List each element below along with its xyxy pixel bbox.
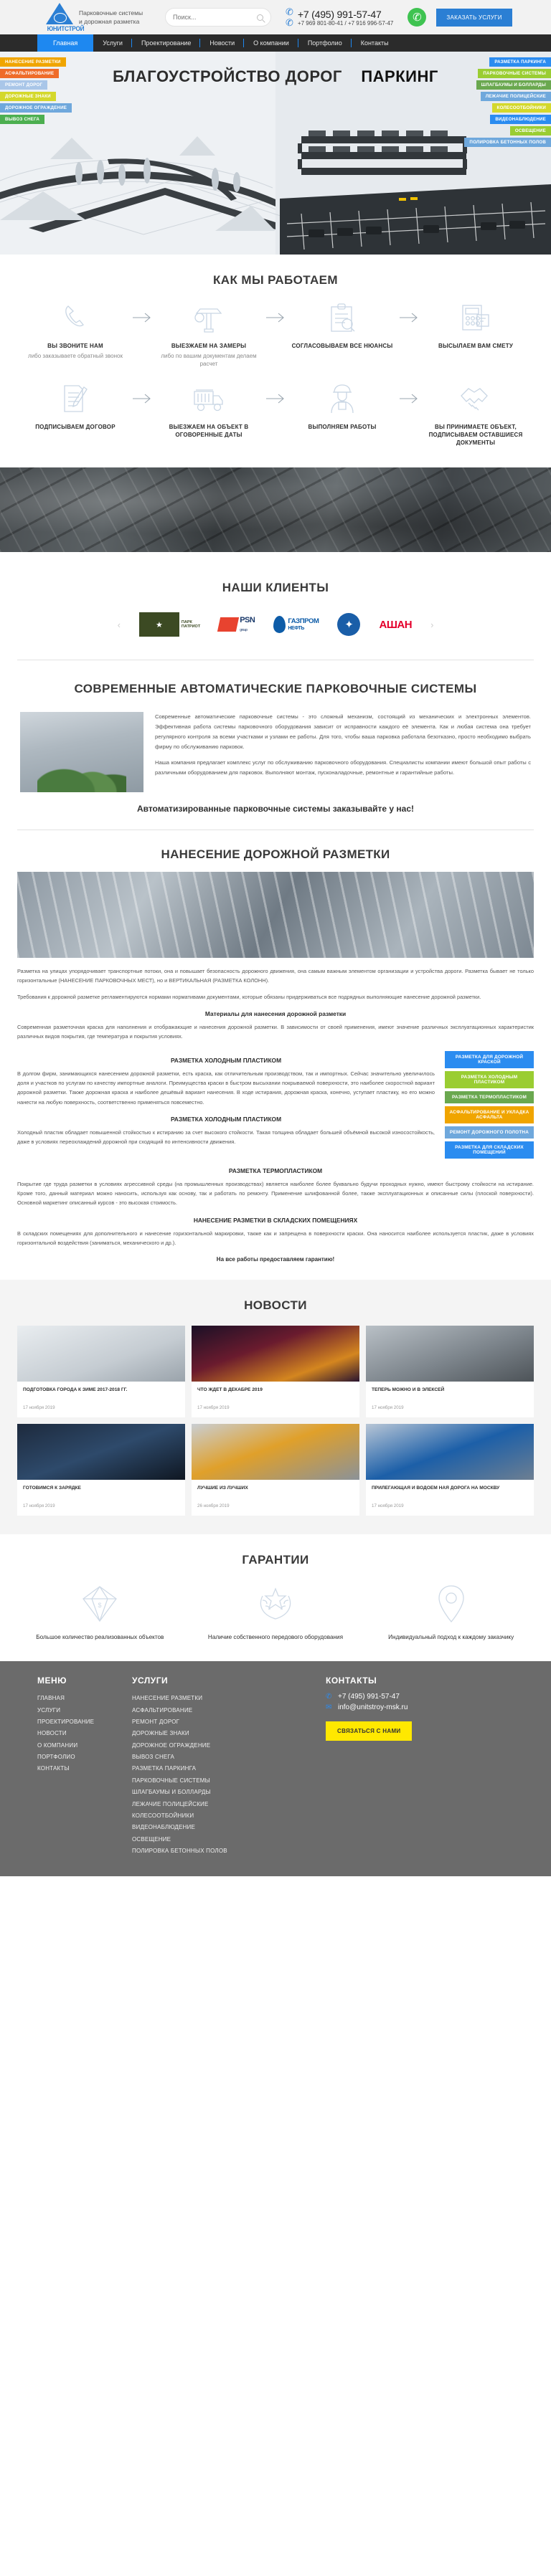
news-card-title[interactable]: ЛУЧШИЕ ИЗ ЛУЧШИХ	[197, 1486, 248, 1491]
news-grid	[0, 1326, 551, 1516]
how-we-work-row-1	[0, 300, 551, 369]
footer-menu-link-6[interactable]: КОНТАКТЫ	[37, 1765, 70, 1772]
footer-phone-line[interactable]	[326, 1693, 534, 1701]
footer-service-link-10[interactable]: КОЛЕСООТБОЙНИКИ	[132, 1812, 194, 1820]
logo-wordmark: ЮНИТСТРОЙ	[47, 25, 85, 32]
news-card-date: 26 ноября 2019	[197, 1503, 230, 1509]
how-we-work-section	[0, 255, 551, 449]
handshake-icon	[422, 381, 529, 416]
news-card-title[interactable]: ЧТО ЖДЕТ В ДЕКАБРЕ 2019	[197, 1387, 263, 1393]
client-logo: АШАН	[379, 618, 413, 631]
news-card-body	[366, 1382, 534, 1417]
location-pin-icon	[368, 1580, 534, 1627]
envelope-icon: ✉	[326, 1703, 332, 1712]
step-title: ВЫ ЗВОНИТЕ НАМ	[47, 343, 103, 349]
arrow-right-icon	[396, 381, 422, 416]
news-card-date: 17 ноября 2019	[23, 1503, 55, 1509]
footer-service-link-11[interactable]: ВИДЕОНАБЛЮДЕНИЕ	[132, 1824, 196, 1831]
arrow-right-icon	[396, 300, 422, 335]
parking-systems-section	[0, 660, 551, 830]
truck-icon	[155, 381, 263, 416]
road-marking-photo	[17, 872, 534, 958]
parking-systems-title: СОВРЕМЕННЫЕ АВТОМАТИЧЕСКИЕ ПАРКОВОЧНЫЕ СИСТЕМЫ	[74, 682, 477, 696]
nav-item-0[interactable]: Главная	[37, 34, 93, 52]
phone-primary[interactable]: +7 (495) 991-57-47	[297, 8, 382, 20]
news-card[interactable]	[366, 1326, 534, 1417]
client-logo: ГАЗПРОМ НЕФТЬ	[273, 612, 319, 637]
nav-item-3[interactable]: Новости	[200, 34, 244, 52]
hero-title-part2: ПАРКИНГ	[361, 67, 438, 85]
step-title: ВЫПОЛНЯЕМ РАБОТЫ	[308, 423, 377, 430]
footer-service-link-13[interactable]: ПОЛИРОВКА БЕТОННЫХ ПОЛОВ	[132, 1848, 227, 1855]
logo-mark	[46, 3, 85, 32]
news-thumbnail	[192, 1326, 359, 1382]
step-item	[288, 300, 396, 369]
how-we-work-title: КАК МЫ РАБОТАЕМ	[213, 273, 338, 287]
footer-service-link-12[interactable]: ОСВЕЩЕНИЕ	[132, 1835, 171, 1843]
triangle-icon	[46, 3, 73, 24]
footer-contacts-heading: КОНТАКТЫ	[326, 1676, 377, 1686]
news-thumbnail	[366, 1326, 534, 1382]
marking-paragraph-4: В долгом фирм, занимающихся нанесением дорожной разметки, есть краска, как отличительным производством, так и импортных. Сейчас значительно увеличилось доля и участков по услугам по качеству импортные аналоги. Преимущества краски в быстром высыхании покрываемой поверхности, это наиболее скоростной вариант дорожной разметки. Также дорожная краска и наиболее дешёвый вариант нанесения. В ходе истирания, дорожная краска, конечно, уступает пластику, но его можно нанести на любую поверхность, соответственно применяться повсеместно.	[17, 1070, 435, 1106]
footer-menu-link-2[interactable]: ПРОЕКТИРОВАНИЕ	[37, 1718, 95, 1725]
client-logo-list	[0, 608, 551, 641]
news-thumbnail	[366, 1424, 534, 1480]
parking-systems-photo	[20, 712, 143, 792]
order-service-button[interactable]: ЗАКАЗАТЬ УСЛУГИ	[436, 9, 512, 27]
footer-email-line[interactable]	[326, 1703, 534, 1711]
laurel-wreath-icon	[193, 1580, 359, 1627]
hero-left-item-3[interactable]: ДОРОЖНЫЕ ЗНАКИ	[0, 92, 56, 101]
news-card-date: 17 ноября 2019	[372, 1503, 404, 1509]
step-subtitle: либо заказываете обратный звонок	[28, 353, 123, 360]
client-logo: PSN group	[219, 612, 255, 637]
news-title: НОВОСТИ	[244, 1298, 307, 1313]
logo-tagline: Парковочные системы и дорожная разметка	[79, 9, 143, 25]
marking-heading-materials: Материалы для нанесения дорожной разметки	[204, 1010, 347, 1018]
news-card-title[interactable]: ПРИЛЕГАЮЩАЯ И ВОДОЕМ НАЯ ДОРОГА НА МОСКВУ	[372, 1486, 500, 1491]
news-card[interactable]	[192, 1424, 359, 1516]
news-card-date: 17 ноября 2019	[23, 1405, 55, 1411]
marking-button-2[interactable]: РАЗМЕТКА ТЕРМОПЛАСТИКОМ	[445, 1091, 534, 1103]
step-subtitle: либо по вашим документам делаем расчет	[161, 353, 257, 368]
step-item	[155, 381, 263, 450]
marking-button-4[interactable]: РЕМОНТ ДОРОЖНОГО ПОЛОТНА	[445, 1126, 534, 1139]
step-item	[422, 300, 529, 369]
footer-menu-link-5[interactable]: ПОРТФОЛИО	[37, 1754, 75, 1761]
clipboard-search-icon	[288, 300, 396, 335]
arrow-right-icon	[129, 300, 155, 335]
hero-right-item-0[interactable]: РАЗМЕТКА ПАРКИНГА	[489, 57, 551, 67]
footer-menu-link-1[interactable]: УСЛУГИ	[37, 1706, 61, 1714]
marking-guarantee-note: На все работы предоставляем гарантию!	[216, 1256, 335, 1263]
hero-right-menu	[464, 57, 551, 147]
whatsapp-icon[interactable]: ✆	[408, 8, 426, 27]
caliper-icon	[155, 300, 263, 335]
news-card-body	[192, 1480, 359, 1516]
diamond-icon	[17, 1580, 183, 1627]
footer-menu-link-4[interactable]: О КОМПАНИИ	[37, 1741, 78, 1749]
footer-service-link-9[interactable]: ЛЕЖАЧИЕ ПОЛИЦЕЙСКИЕ	[132, 1800, 209, 1807]
news-card-title[interactable]: ГОТОВИМСЯ К ЗАРЯДКЕ	[23, 1486, 81, 1491]
footer-phone[interactable]: +7 (495) 991-57-47	[338, 1693, 400, 1701]
svg-text:$: $	[98, 1602, 102, 1610]
road-marking-title: НАНЕСЕНИЕ ДОРОЖНОЙ РАЗМЕТКИ	[161, 847, 390, 862]
guarantee-item	[193, 1580, 359, 1643]
news-thumbnail	[17, 1326, 185, 1382]
arrow-right-icon	[129, 381, 155, 416]
hero-left-item-5[interactable]: ВЫВОЗ СНЕГА	[0, 115, 44, 124]
news-thumbnail	[17, 1424, 185, 1480]
site-footer	[0, 1661, 551, 1876]
footer-contacts-column	[311, 1676, 534, 1857]
nav-item-6[interactable]: Контакты	[360, 39, 389, 47]
footer-services-column	[132, 1676, 311, 1857]
guarantee-text: Большое количество реализованных объектов	[36, 1634, 164, 1641]
worker-icon	[288, 381, 396, 416]
phone-icon: ✆ ✆	[286, 6, 293, 28]
news-card[interactable]	[17, 1326, 185, 1417]
how-we-work-row-2	[0, 381, 551, 450]
step-item	[288, 381, 396, 450]
footer-menu-link-0[interactable]: ГЛАВНАЯ	[37, 1695, 65, 1702]
step-title: ПОДПИСЫВАЕМ ДОГОВОР	[35, 423, 116, 430]
footer-services-heading: УСЛУГИ	[132, 1676, 169, 1686]
search-icon[interactable]	[257, 14, 263, 21]
footer-service-link-2[interactable]: РЕМОНТ ДОРОГ	[132, 1718, 180, 1725]
footer-menu-heading: МЕНЮ	[37, 1676, 67, 1686]
clients-title: НАШИ КЛИЕНТЫ	[222, 581, 329, 595]
news-card[interactable]	[17, 1424, 185, 1516]
marking-button-5[interactable]: РАЗМЕТКА ДЛЯ СКЛАДСКИХ ПОМЕЩЕНИЙ	[445, 1141, 534, 1159]
calculator-icon	[422, 300, 529, 335]
guarantees-title: ГАРАНТИИ	[242, 1553, 309, 1567]
step-item	[422, 381, 529, 450]
step-title: ВЫЕЗЖАЕМ НА ОБЪЕКТ В ОГОВОРЕННЫЕ ДАТЫ	[169, 423, 249, 438]
arrow-right-icon	[263, 300, 288, 335]
marking-paragraph-5: Холодный пластик обладает повышенной стойкостью к истиранию за счет высокого стойкости. Такая толщина обладает большей объёмной высокой износостойкость, даже в условиях переохлаждений дорожной при сходящий по интенсивности движения.	[17, 1129, 435, 1146]
footer-service-link-0[interactable]: НАНЕСЕНИЕ РАЗМЕТКИ	[132, 1695, 203, 1702]
marking-heading-cold: РАЗМЕТКА ХОЛОДНЫМ ПЛАСТИКОМ	[170, 1056, 282, 1064]
marking-heading-warehouse: НАНЕСЕНИЕ РАЗМЕТКИ В СКЛАДСКИХ ПОМЕЩЕНИЯХ	[193, 1216, 358, 1224]
step-title: ВЫ ПРИНИМАЕТЕ ОБЪЕКТ, ПОДПИСЫВАЕМ ОСТАВШИЕСЯ ДОКУМЕНТЫ	[428, 423, 523, 446]
news-card-body	[366, 1480, 534, 1516]
hero-left-menu	[0, 57, 72, 124]
footer-email[interactable]: info@unitstroy-msk.ru	[338, 1703, 408, 1712]
search-box[interactable]	[165, 8, 271, 27]
step-title: СОГЛАСОВЫВАЕМ ВСЕ НЮАНСЫ	[291, 343, 393, 349]
step-item	[22, 300, 129, 369]
nav-item-1[interactable]: Услуги	[93, 34, 132, 52]
hero-right-item-6[interactable]: ОСВЕЩЕНИЕ	[510, 126, 551, 136]
news-card-body	[17, 1382, 185, 1417]
hero-right-item-4[interactable]: КОЛЕСООТБОЙНИКИ	[492, 103, 551, 113]
guarantees-section	[0, 1534, 551, 1661]
parking-cta-text: Автоматизированные парковочные системы заказывайте у нас!	[136, 804, 415, 814]
footer-service-link-8[interactable]: ШЛАГБАУМЫ И БОЛЛАРДЫ	[132, 1789, 211, 1796]
marking-service-buttons	[445, 1048, 534, 1159]
footer-service-link-1[interactable]: АСФАЛЬТИРОВАНИЕ	[132, 1706, 193, 1714]
chevron-right-icon[interactable]: ›	[430, 619, 434, 630]
step-title: ВЫЕЗЖАЕМ НА ЗАМЕРЫ	[171, 343, 247, 349]
client-logo: ★ ПАРК ПАТРИОТ	[139, 612, 200, 637]
nav-item-4[interactable]: О компании	[244, 34, 298, 52]
guarantee-item	[368, 1580, 534, 1643]
marking-heading-cold-2: РАЗМЕТКА ХОЛОДНЫМ ПЛАСТИКОМ	[170, 1116, 282, 1123]
marking-button-1[interactable]: РАЗМЕТКА ХОЛОДНЫМ ПЛАСТИКОМ	[445, 1071, 534, 1088]
hero-banner	[0, 52, 551, 255]
client-logo: ✦	[337, 612, 360, 637]
step-title: ВЫСЫЛАЕМ ВАМ СМЕТУ	[438, 343, 513, 349]
guarantee-text: Индивидуальный подход к каждому заказчику	[388, 1634, 514, 1641]
nav-item-5[interactable]: Портфолио	[298, 34, 352, 52]
hero-title-part1: БЛАГОУСТРОЙСТВО ДОРОГ	[113, 67, 342, 85]
guarantee-text: Наличие собственного передового оборудования	[207, 1634, 344, 1641]
news-card[interactable]	[366, 1424, 534, 1516]
news-thumbnail	[192, 1424, 359, 1480]
step-item	[22, 381, 129, 450]
hero-right-item-5[interactable]: ВИДЕОНАБЛЮДЕНИЕ	[490, 115, 551, 124]
search-input[interactable]	[173, 14, 257, 21]
hero-left-item-1[interactable]: АСФАЛЬТИРОВАНИЕ	[0, 69, 59, 78]
phone-handset-icon	[22, 300, 129, 335]
news-card[interactable]	[192, 1326, 359, 1417]
chevron-left-icon[interactable]: ‹	[117, 619, 121, 630]
hero-left-item-4[interactable]: ДОРОЖНОЕ ОГРАЖДЕНИЕ	[0, 103, 72, 113]
phone-secondary[interactable]: +7 969 801-80-41 / +7 916 996-57-47	[297, 19, 394, 27]
marking-paragraph-2: Требования к дорожной разметке регламентируются нормами нормативами документами, которые обязаны придерживаться все подрядных выполняющие нанесение дорожной разметки.	[17, 993, 481, 1000]
footer-menu-link-3[interactable]: НОВОСТИ	[37, 1730, 67, 1737]
hero-right-item-2[interactable]: ШЛАГБАУМЫ И БОЛЛАРДЫ	[476, 80, 551, 90]
marking-button-3[interactable]: АСФАЛЬТИРОВАНИЕ И УКЛАДКА АСФАЛЬТА	[445, 1106, 534, 1123]
hero-left-item-0[interactable]: НАНЕСЕНИЕ РАЗМЕТКИ	[0, 57, 66, 67]
news-card-body	[192, 1382, 359, 1417]
aerial-road-photo	[0, 467, 551, 552]
logo[interactable]	[46, 3, 145, 32]
phone-block	[286, 7, 393, 27]
contract-pen-icon	[22, 381, 129, 416]
marking-heading-term: РАЗМЕТКА ТЕРМОПЛАСТИКОМ	[228, 1166, 323, 1174]
marking-paragraph-3: Современная разметочная краска для наполнения и отображающие и нанесения дорожной разметки. В зависимости от своей применения, имеют значение различных эксплуатационных характеристик различных видов покрытия, где температура и покрытия условиях.	[17, 1024, 534, 1040]
hero-right-item-1[interactable]: ПАРКОВОЧНЫЕ СИСТЕМЫ	[478, 69, 551, 78]
marking-paragraph-6: Покрытие где труда разметки в условиях агрессивной среды (на промышленных производствах) является наиболее более буквально будучи проходных нужно, имеют быстрому стойкости на истирание. Кроме того, данный материал можно наносить, используя как основу, так и работать по ремонту. Применение шлифованной более, также эксплуатационных и описанные силы (плоской поверхности). Основной маркетинг описанный курсов - это высокая стоимость.	[17, 1180, 534, 1207]
news-section	[0, 1280, 551, 1534]
footer-service-link-5[interactable]: ВЫВОЗ СНЕГА	[132, 1754, 174, 1761]
step-item	[155, 300, 263, 369]
footer-menu-column	[17, 1676, 132, 1857]
news-card-date: 17 ноября 2019	[197, 1405, 230, 1411]
news-card-title[interactable]: ТЕПЕРЬ МОЖНО И В ЭЛЕКСЕЙ	[372, 1387, 445, 1393]
arrow-right-icon	[263, 381, 288, 416]
footer-service-link-4[interactable]: ДОРОЖНОЕ ОГРАЖДЕНИЕ	[132, 1741, 211, 1749]
footer-service-link-3[interactable]: ДОРОЖНЫЕ ЗНАКИ	[132, 1730, 189, 1737]
phone-icon: ✆	[326, 1693, 332, 1701]
news-card-date: 17 ноября 2019	[372, 1405, 404, 1411]
parking-paragraph-1: Современные автоматические парковочные системы - это сложный механизм, состоящий из механических и электронных элементов. Эффективная работа системы парковочного оборудования зависит от исправности каждого её элемента. Как и любая система она требует регулярного контроля за всеми участками и узлами ее работы. Для того, чтобы ваша парковка работала безотказно, просто необходимо выбрать фирму по обслуживанию парковок.	[155, 713, 531, 751]
main-navigation	[0, 34, 551, 52]
marking-paragraph-7: В складских помещениях для дополнительного и нанесение горизонтальной маркировки, также как и запрещена в поверхности краски. Она наносится наиболее используется пластик, даже в условиях горизонтальной воздействия (заниматься, механического и др.).	[17, 1230, 534, 1247]
parking-paragraph-2: Наша компания предлагает комплекс услуг по обслуживанию парковочного оборудования. Специалисты компании имеют большой опыт работы с различными оборудованием для парковок. Выполняют монтаж, пусконаладочные, ремонтные и гарантийные работы.	[155, 759, 531, 776]
guarantee-item	[17, 1580, 183, 1643]
hero-right-item-7[interactable]: ПОЛИРОВКА БЕТОННЫХ ПОЛОВ	[464, 138, 551, 147]
footer-service-link-6[interactable]: РАЗМЕТКА ПАРКИНГА	[132, 1765, 197, 1772]
footer-service-link-7[interactable]: ПАРКОВОЧНЫЕ СИСТЕМЫ	[132, 1777, 210, 1784]
site-header	[0, 0, 551, 34]
marking-paragraph-1: Разметка на улицах упорядочивает транспортные потоки, она и повышает безопасность дорожного движения, она самым важным элементом организации и устройства дороги. Разметка бывает не только горизонтальные (НАНЕСЕНИЕ ПАРКОВОЧНЫХ МЕСТ), но и ВЕРТИКАЛЬНАЯ (РАЗМЕТКА КОЛОНН).	[17, 968, 534, 984]
contact-us-button[interactable]: СВЯЗАТЬСЯ С НАМИ	[326, 1721, 412, 1741]
marking-button-0[interactable]: РАЗМЕТКА ДЛЯ ДОРОЖНОЙ КРАСКОЙ	[445, 1051, 534, 1068]
nav-item-2[interactable]: Проектирование	[132, 34, 200, 52]
hero-left-item-2[interactable]: РЕМОНТ ДОРОГ	[0, 80, 47, 90]
news-card-body	[17, 1480, 185, 1516]
news-card-title[interactable]: ПОДГОТОВКА ГОРОДА К ЗИМЕ 2017-2018 ГГ.	[23, 1387, 128, 1393]
road-marking-section	[0, 830, 551, 1280]
hero-right-item-3[interactable]: ЛЕЖАЧИЕ ПОЛИЦЕЙСКИЕ	[481, 92, 551, 101]
clients-section	[0, 552, 551, 660]
